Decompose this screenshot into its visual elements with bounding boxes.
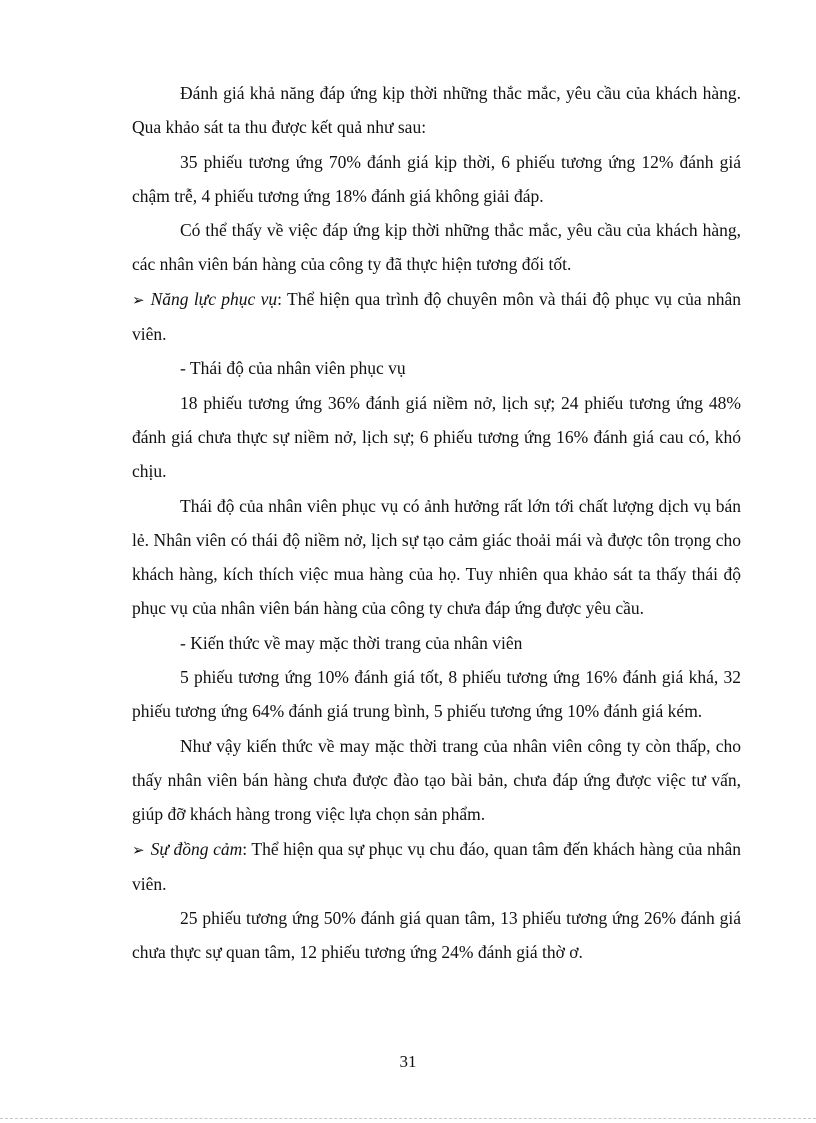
bullet-paragraph	[132, 832, 741, 902]
bullet-term: Năng lực phục vụ	[150, 288, 278, 309]
paragraph: Đánh giá khả năng đáp ứng kịp thời những thắc mắc, yêu cầu của khách hàng. Qua khảo sát ta thu được kết quả như sau:	[132, 83, 741, 138]
page-body	[132, 76, 741, 970]
bullet-term: Sự đồng cảm	[150, 838, 243, 859]
paragraph: 5 phiếu tương ứng 10% đánh giá tốt, 8 phiếu tương ứng 16% đánh giá khá, 32 phiếu tương ứng 64% đánh giá trung bình, 5 phiếu tương ứng 10% đánh giá kém.	[132, 667, 741, 722]
paragraph: Như vậy kiến thức về may mặc thời trang của nhân viên công ty còn thấp, cho thấy nhân viên bán hàng chưa được đào tạo bài bản, chưa đáp ứng được việc tư vấn, giúp đỡ khách hàng trong việc lựa chọn sản phẩm.	[132, 735, 741, 825]
subheading: - Kiến thức về may mặc thời trang của nhân viên	[180, 632, 523, 653]
paragraph: 35 phiếu tương ứng 70% đánh giá kịp thời, 6 phiếu tương ứng 12% đánh giá chậm trễ, 4 phiếu tương ứng 18% đánh giá không giải đáp.	[132, 151, 741, 206]
bullet-text: : Thể hiện qua sự phục vụ chu đáo, quan tâm đến khách hàng của nhân viên.	[132, 838, 741, 894]
paragraph: Có thể thấy về việc đáp ứng kịp thời những thắc mắc, yêu cầu của khách hàng, các nhân viên bán hàng của công ty đã thực hiện tương đối tốt.	[132, 220, 741, 275]
paragraph: 25 phiếu tương ứng 50% đánh giá quan tâm, 13 phiếu tương ứng 26% đánh giá chưa thực sự quan tâm, 12 phiếu tương ứng 24% đánh giá thờ ơ.	[132, 908, 741, 963]
arrow-bullet-icon: ➢	[132, 840, 145, 859]
page-bottom-rule	[0, 1118, 816, 1119]
paragraph: Thái độ của nhân viên phục vụ có ảnh hưởng rất lớn tới chất lượng dịch vụ bán lẻ. Nhân viên có thái độ niềm nở, lịch sự tạo cảm giác thoải mái và được tôn trọng cho khách hàng, kích thích việc mua hàng của họ. Tuy nhiên qua khảo sát ta thấy thái độ phục vụ của nhân viên bán hàng của công ty chưa đáp ứng được yêu cầu.	[132, 495, 741, 619]
arrow-bullet-icon: ➢	[132, 290, 145, 309]
page-number: 31	[399, 1052, 417, 1071]
paragraph: 18 phiếu tương ứng 36% đánh giá niềm nở, lịch sự; 24 phiếu tương ứng 48% đánh giá chưa thực sự niềm nở, lịch sự; 6 phiếu tương ứng 16% đánh giá cau có, khó chịu.	[132, 392, 741, 482]
subheading: - Thái độ của nhân viên phục vụ	[180, 358, 406, 379]
bullet-paragraph	[132, 282, 741, 352]
bullet-text: : Thể hiện qua trình độ chuyên môn và thái độ phục vụ của nhân viên.	[132, 288, 741, 345]
